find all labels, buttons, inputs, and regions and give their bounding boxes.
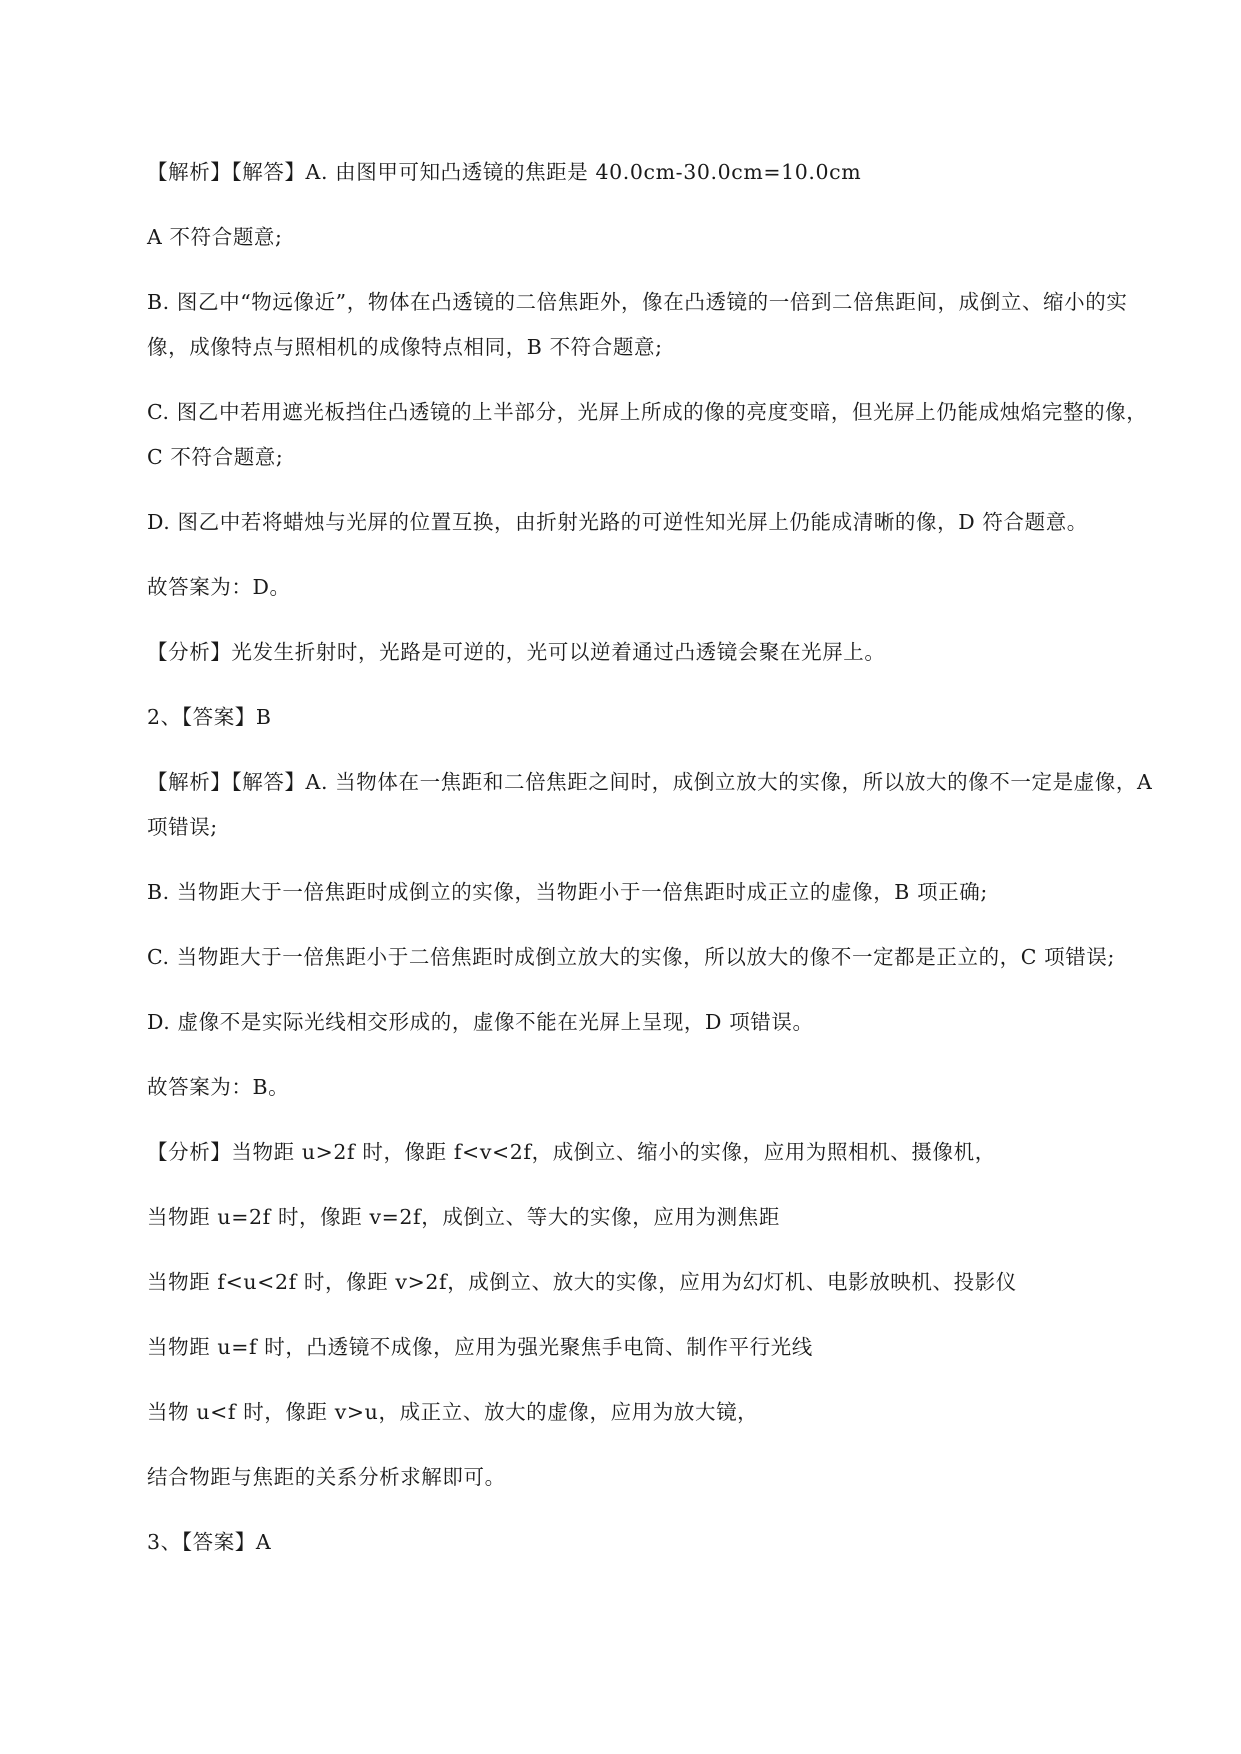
paragraph-q2-option-b: B. 当物距大于一倍焦距时成倒立的实像，当物距小于一倍焦距时成正立的虚像，B 项正确; [147, 880, 988, 904]
paragraph-q2-analysis-2: 当物距 u=2f 时，像距 v=2f，成倒立、等大的实像，应用为测焦距 [147, 1205, 780, 1229]
paragraph-q2-solution-a: 【解析】【解答】A. 当物体在一焦距和二倍焦距之间时，成倒立放大的实像，所以放大的像不一定是虚像，A 项错误; [147, 770, 1153, 839]
paragraph-q1-option-b: B. 图乙中“物远像近”，物体在凸透镜的二倍焦距外，像在凸透镜的一倍到二倍焦距间，成倒立、缩小的实像，成像特点与照相机的成像特点相同，B 不符合题意; [147, 290, 1128, 359]
paragraph-q2-answer: 2、【答案】B [147, 705, 272, 729]
paragraph-q2-analysis-5: 当物 u<f 时，像距 v>u，成正立、放大的虚像，应用为放大镜， [147, 1400, 759, 1424]
paragraph-q2-analysis-6: 结合物距与焦距的关系分析求解即可。 [147, 1465, 506, 1489]
paragraph-q1-a-conclusion: A 不符合题意; [147, 225, 283, 249]
paragraph-q3-answer: 3、【答案】A [147, 1530, 272, 1554]
paragraph-q1-solution-a: 【解析】【解答】A. 由图甲可知凸透镜的焦距是 40.0cm-30.0cm=10.0cm [147, 160, 862, 184]
paragraph-q1-option-d: D. 图乙中若将蜡烛与光屏的位置互换，由折射光路的可逆性知光屏上仍能成清晰的像，D 符合题意。 [147, 510, 1088, 534]
paragraph-q2-analysis-1: 【分析】当物距 u>2f 时，像距 f<v<2f，成倒立、缩小的实像，应用为照相机、摄像机， [147, 1140, 996, 1164]
paragraph-q2-analysis-3: 当物距 f<u<2f 时，像距 v>2f，成倒立、放大的实像，应用为幻灯机、电影放映机、投影仪 [147, 1270, 1017, 1294]
paragraph-q1-analysis: 【分析】光发生折射时，光路是可逆的，光可以逆着通过凸透镜会聚在光屏上。 [147, 640, 886, 664]
paragraph-q1-option-c: C. 图乙中若用遮光板挡住凸透镜的上半部分，光屏上所成的像的亮度变暗，但光屏上仍能成烛焰完整的像，C 不符合题意; [147, 400, 1148, 469]
paragraph-q1-final-answer: 故答案为：D。 [147, 575, 291, 599]
paragraph-q2-option-c: C. 当物距大于一倍焦距小于二倍焦距时成倒立放大的实像，所以放大的像不一定都是正立的，C 项错误; [147, 945, 1115, 969]
paragraph-q2-analysis-4: 当物距 u=f 时，凸透镜不成像，应用为强光聚焦手电筒、制作平行光线 [147, 1335, 813, 1359]
document-page [147, 150, 1157, 1585]
paragraph-q2-option-d: D. 虚像不是实际光线相交形成的，虚像不能在光屏上呈现，D 项错误。 [147, 1010, 814, 1034]
paragraph-q2-final-answer: 故答案为：B。 [147, 1075, 290, 1099]
